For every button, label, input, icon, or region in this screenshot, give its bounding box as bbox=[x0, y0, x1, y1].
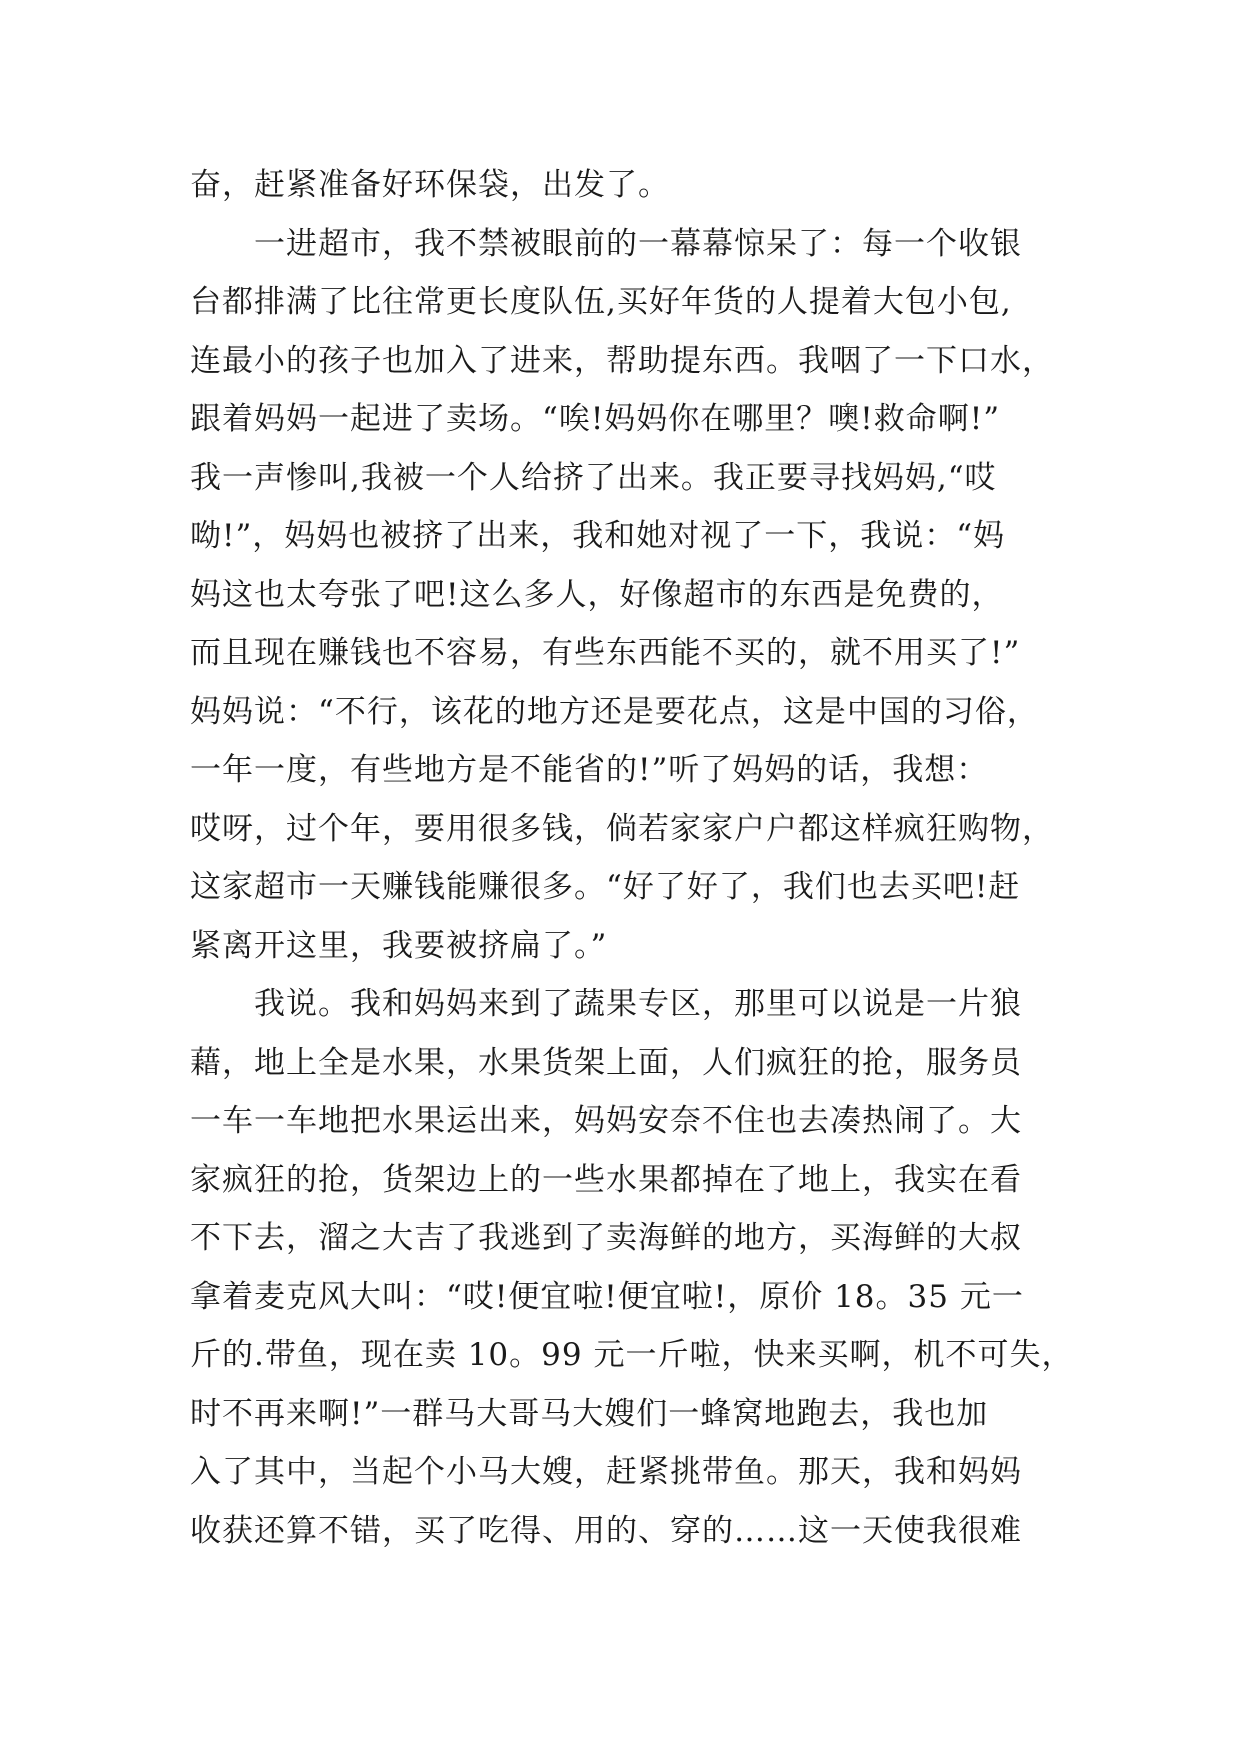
text-line: 奋，赶紧准备好环保袋，出发了。 bbox=[190, 167, 670, 203]
text-line: 斤的.带鱼，现在卖 10。99 元一斤啦，快来买啊，机不可失， bbox=[190, 1337, 1074, 1373]
text-line: 入了其中，当起个小马大嫂，赶紧挑带鱼。那天，我和妈妈 bbox=[190, 1454, 1022, 1490]
text-line: 一进超市，我不禁被眼前的一幕幕惊呆了：每一个收银 bbox=[190, 225, 1022, 262]
text-line: 哎呀，过个年，要用很多钱，倘若家家户户都这样疯狂购物， bbox=[190, 810, 1054, 847]
text-line: 一车一车地把水果运出来，妈妈安奈不住也去凑热闹了。大 bbox=[190, 1103, 1022, 1139]
text-line: 连最小的孩子也加入了进来，帮助提东西。我咽了一下口水， bbox=[190, 342, 1054, 379]
text-line: 家疯狂的抢，货架边上的一些水果都掉在了地上，我实在看 bbox=[190, 1161, 1022, 1198]
text-line: 藉，地上全是水果，水果货架上面，人们疯狂的抢，服务员 bbox=[190, 1044, 1022, 1081]
text-line: 这家超市一天赚钱能赚很多。“好了好了，我们也去买吧!赶 bbox=[190, 869, 1021, 905]
text-line: 妈这也太夸张了吧!这么多人，好像超市的东西是免费的， bbox=[190, 576, 1004, 613]
text-line: 我说。我和妈妈来到了蔬果专区，那里可以说是一片狼 bbox=[190, 986, 1022, 1022]
text-line: 我一声惨叫,我被一个人给挤了出来。我正要寻找妈妈,“哎 bbox=[190, 459, 997, 496]
text-line: 收获还算不错，买了吃得、用的、穿的……这一天使我很难 bbox=[190, 1512, 1022, 1549]
text-line: 台都排满了比往常更长度队伍,买好年货的人提着大包小包, bbox=[190, 284, 1012, 320]
text-line: 拿着麦克风大叫：“哎!便宜啦!便宜啦!，原价 18。35 元一 bbox=[190, 1278, 1024, 1315]
text-line: 一年一度，有些地方是不能省的!”听了妈妈的话，我想： bbox=[190, 752, 989, 788]
text-line: 呦!”，妈妈也被挤了出来，我和她对视了一下，我说：“妈 bbox=[190, 518, 1006, 554]
text-line: 时不再来啊!”一群马大哥马大嫂们一蜂窝地跑去，我也加 bbox=[190, 1395, 989, 1432]
text-line: 妈妈说：“不行，该花的地方还是要花点，这是中国的习俗， bbox=[190, 693, 1039, 730]
text-line: 跟着妈妈一起进了卖场。“唉!妈妈你在哪里？噢!救命啊!” bbox=[190, 401, 1001, 437]
text-line: 不下去，溜之大吉了我逃到了卖海鲜的地方，买海鲜的大叔 bbox=[190, 1220, 1022, 1256]
body-text bbox=[190, 156, 1074, 1560]
text-line: 紧离开这里，我要被挤扁了。” bbox=[190, 927, 608, 964]
text-line: 而且现在赚钱也不容易，有些东西能不买的，就不用买了!” bbox=[190, 635, 1021, 671]
